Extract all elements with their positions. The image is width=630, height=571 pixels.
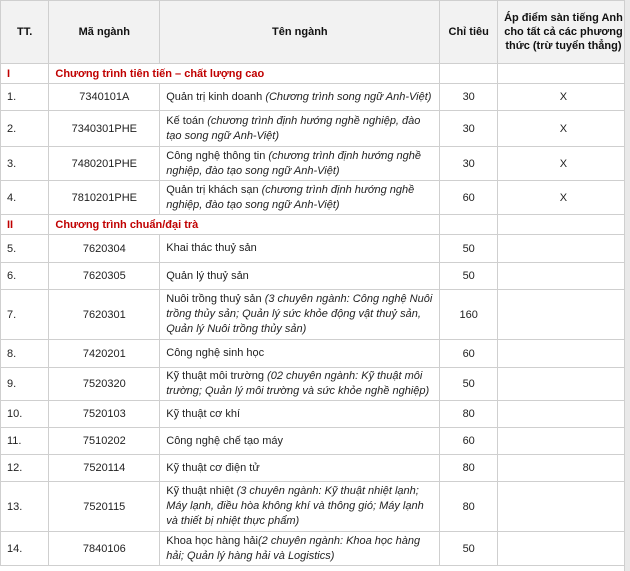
program-name: Kỹ thuật cơ điện tử	[166, 461, 260, 474]
program-note: (chương trình định hướng nghề nghiệp, đào tạo song ngữ Anh-Việt)	[166, 149, 422, 177]
row-tt: 4.	[1, 181, 49, 215]
row-tt: 5.	[1, 235, 49, 263]
row-code: 7510202	[49, 428, 160, 455]
row-name	[160, 147, 440, 181]
program-note: (chương trình định hướng nghề nghiệp, đào tạo song ngữ Anh-Việt)	[166, 114, 421, 142]
row-english	[497, 340, 629, 368]
header-row	[1, 1, 630, 64]
row-english	[497, 290, 629, 340]
row-tt: 11.	[1, 428, 49, 455]
row-name	[160, 290, 440, 340]
row-tt: 6.	[1, 263, 49, 290]
row-code: 7420201	[49, 340, 160, 368]
row-tt: 10.	[1, 401, 49, 428]
row-english	[497, 401, 629, 428]
table-row	[1, 147, 630, 181]
row-quota: 60	[440, 181, 497, 215]
table-row	[1, 482, 630, 532]
table-row	[1, 428, 630, 455]
row-english: X	[497, 84, 629, 111]
row-code: 7340301PHE	[49, 111, 160, 147]
row-name	[160, 368, 440, 401]
row-name	[160, 181, 440, 215]
row-tt: 13.	[1, 482, 49, 532]
row-code: 7810201PHE	[49, 181, 160, 215]
row-quota: 30	[440, 84, 497, 111]
row-quota: 60	[440, 340, 497, 368]
table-row	[1, 290, 630, 340]
header-code: Mã ngành	[49, 1, 160, 64]
row-name	[160, 455, 440, 482]
table-row	[1, 340, 630, 368]
row-code: 7520320	[49, 368, 160, 401]
row-quota: 80	[440, 455, 497, 482]
row-english	[497, 428, 629, 455]
row-tt: 7.	[1, 290, 49, 340]
row-name	[160, 532, 440, 566]
table-row	[1, 84, 630, 111]
program-name: Kế toán	[166, 114, 208, 127]
row-name	[160, 482, 440, 532]
program-name: Kỹ thuật nhiệt	[166, 485, 237, 497]
program-note: (3 chuyên ngành: Công nghệ Nuôi trồng thủy sản; Quản lý sức khỏe động vật thuỷ sản, Quản lý Nuôi trồng thủy sản)	[166, 293, 433, 335]
row-tt: 3.	[1, 147, 49, 181]
row-quota: 30	[440, 111, 497, 147]
row-code: 7520115	[49, 482, 160, 532]
row-english	[497, 482, 629, 532]
header-tt: TT.	[1, 1, 49, 64]
program-note: (02 chuyên ngành: Kỹ thuật môi trường; Quản lý môi trường và sức khỏe nghề nghiệp)	[166, 370, 430, 397]
row-name	[160, 340, 440, 368]
row-english	[497, 368, 629, 401]
row-english: X	[497, 111, 629, 147]
row-english	[497, 235, 629, 263]
row-quota: 30	[440, 147, 497, 181]
header-quota: Chỉ tiêu	[440, 1, 497, 64]
row-english	[497, 532, 629, 566]
program-name: Quản lý thuỷ sản	[166, 269, 249, 282]
section-row	[1, 64, 630, 84]
row-code: 7520114	[49, 455, 160, 482]
table-row	[1, 455, 630, 482]
row-name	[160, 263, 440, 290]
row-quota: 80	[440, 401, 497, 428]
row-tt: 8.	[1, 340, 49, 368]
row-code: 7620305	[49, 263, 160, 290]
table-row	[1, 181, 630, 215]
program-note: (3 chuyên ngành: Kỹ thuật nhiệt lạnh; Máy lạnh, điều hòa không khí và thông gió; Máy lạnh và thiết bị nhiệt thực phẩm)	[166, 485, 424, 527]
header-name: Tên ngành	[160, 1, 440, 64]
program-name: Kỹ thuật cơ khí	[166, 407, 241, 420]
row-name	[160, 401, 440, 428]
row-english: X	[497, 181, 629, 215]
table-row	[1, 111, 630, 147]
section-number: I	[1, 64, 49, 84]
row-name	[160, 111, 440, 147]
row-tt: 14.	[1, 532, 49, 566]
row-quota: 50	[440, 235, 497, 263]
row-code: 7840106	[49, 532, 160, 566]
program-name: Công nghệ chế tạo máy	[166, 434, 284, 447]
row-tt: 9.	[1, 368, 49, 401]
table-row	[1, 263, 630, 290]
row-english	[497, 455, 629, 482]
row-code: 7480201PHE	[49, 147, 160, 181]
row-quota: 50	[440, 532, 497, 566]
row-code: 7520103	[49, 401, 160, 428]
table-row	[1, 532, 630, 566]
program-name: Quản trị kinh doanh	[166, 90, 266, 103]
row-quota: 60	[440, 428, 497, 455]
row-code: 7620301	[49, 290, 160, 340]
program-note: (chương trình định hướng nghề nghiệp, đào tạo song ngữ Anh-Việt)	[166, 183, 415, 211]
program-name: Khai thác thuỷ sản	[166, 242, 257, 254]
section-title: Chương trình tiên tiến – chất lượng cao	[49, 64, 440, 84]
program-note: (2 chuyên ngành: Khoa học hàng hải; Quản lý hàng hải và Logistics)	[166, 534, 421, 562]
row-tt: 1.	[1, 84, 49, 111]
row-code: 7340101A	[49, 84, 160, 111]
row-name	[160, 84, 440, 111]
row-quota: 50	[440, 263, 497, 290]
header-english: Áp điểm sàn tiếng Anh cho tất cả các phương thức (trừ tuyển thẳng)	[497, 1, 629, 64]
program-name: Công nghệ sinh học	[166, 347, 265, 359]
table-row	[1, 235, 630, 263]
section-row	[1, 215, 630, 235]
section-number: II	[1, 215, 49, 235]
section-title: Chương trình chuẩn/đại trà	[49, 215, 440, 235]
row-name	[160, 235, 440, 263]
row-name	[160, 428, 440, 455]
row-tt: 2.	[1, 111, 49, 147]
program-name: Nuôi trồng thuỷ sản	[166, 293, 265, 305]
program-name: Khoa học hàng hải	[166, 534, 258, 547]
table-row	[1, 368, 630, 401]
scrollbar-track[interactable]	[624, 0, 630, 571]
row-english: X	[497, 147, 629, 181]
row-quota: 80	[440, 482, 497, 532]
program-note: (Chương trình song ngữ Anh-Việt)	[265, 90, 432, 103]
row-quota: 160	[440, 290, 497, 340]
row-tt: 12.	[1, 455, 49, 482]
program-name: Kỹ thuật môi trường	[166, 370, 268, 382]
program-name: Công nghệ thông tin	[166, 149, 269, 162]
row-english	[497, 263, 629, 290]
table-row	[1, 401, 630, 428]
row-quota: 50	[440, 368, 497, 401]
row-code: 7620304	[49, 235, 160, 263]
program-name: Quản trị khách sạn	[166, 183, 262, 196]
